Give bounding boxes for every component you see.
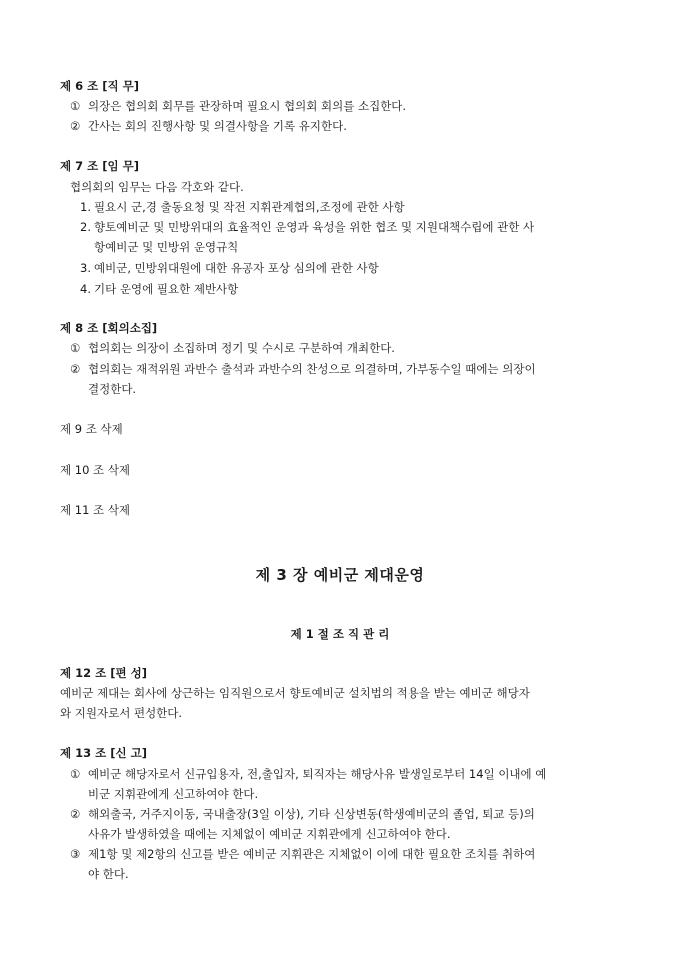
article-6-item-1: [70, 98, 406, 114]
article-13-item-1-text: 예비군 해당자로서 신규입용자, 전,출입자, 퇴직자는 해당사유 발생일로부터 14일 이내에 예: [88, 767, 547, 781]
circled-number-1: ①: [70, 341, 81, 355]
article-7-item-3: [80, 260, 379, 276]
circled-number-1: ①: [70, 99, 81, 113]
circled-number-3: ③: [70, 847, 81, 861]
chapter-title: 제 3 장 예비군 제대운영: [255, 566, 425, 584]
article-13-heading: 제 13 조 [신 고]: [60, 746, 147, 760]
article-13-item-1-continuation: 비군 지휘관에게 신고하여야 한다.: [88, 787, 259, 801]
article-6-item-1-text: 의장은 협의회 회무를 관장하며 필요시 협의회 회의를 소집한다.: [88, 99, 407, 113]
article-7-intro: 협의회의 임무는 다음 각호와 같다.: [70, 180, 244, 194]
article-12-heading: 제 12 조 [편 성]: [60, 666, 147, 680]
article-12-line-2: 와 지원자로서 편성한다.: [60, 706, 183, 720]
article-8-item-1-text: 협의회는 의장이 소집하며 정기 및 수시로 구분하여 개최한다.: [88, 341, 395, 355]
article-8-item-1: [70, 340, 395, 356]
article-7-item-4: [80, 281, 238, 297]
circled-number-1: ①: [70, 767, 81, 781]
item-number: 1.: [80, 200, 91, 214]
article-7-item-4-text: 기타 운영에 필요한 제반사항: [94, 282, 239, 296]
item-number: 3.: [80, 261, 91, 275]
article-12-line-1: 예비군 제대는 회사에 상근하는 임직원으로서 향토예비군 설치법의 적용을 받는 예비군 해당자: [60, 686, 530, 700]
article-9-deleted: 제 9 조 삭제: [60, 422, 123, 436]
article-7-item-2-text: 향토예비군 및 민방위대의 효율적인 운영과 육성을 위한 협조 및 지원대책수립에 관한 사: [94, 220, 535, 234]
article-13-item-2: [70, 806, 535, 822]
article-8-item-2: [70, 361, 536, 377]
article-8-heading: 제 8 조 [회의소집]: [60, 321, 158, 335]
article-7-item-1: [80, 199, 405, 215]
article-6-item-2: [70, 118, 347, 134]
article-11-deleted: 제 11 조 삭제: [60, 503, 131, 517]
article-7-item-2-continuation: 항예비군 및 민방위 운영규칙: [94, 240, 239, 254]
circled-number-2: ②: [70, 119, 81, 133]
article-10-deleted: 제 10 조 삭제: [60, 463, 131, 477]
article-8-item-2-text: 협의회는 재적위원 과반수 출석과 과반수의 찬성으로 의결하며, 가부동수일 때에는 의장이: [88, 362, 536, 376]
circled-number-2: ②: [70, 807, 81, 821]
article-7-item-1-text: 필요시 군,경 출동요청 및 작전 지휘관계협의,조정에 관한 사항: [94, 200, 405, 214]
section-title: 제 1 절 조 직 관 리: [290, 627, 390, 641]
article-8-item-2-continuation: 결정한다.: [88, 382, 137, 396]
article-7-item-2: [80, 219, 534, 235]
item-number: 2.: [80, 220, 91, 234]
article-13-item-1: [70, 766, 546, 782]
article-6-item-2-text: 간사는 회의 진행사항 및 의결사항을 기록 유지한다.: [88, 119, 347, 133]
article-13-item-2-continuation: 사유가 발생하였을 때에는 지체없이 예비군 지휘관에게 신고하여야 한다.: [88, 827, 451, 841]
article-6-heading: 제 6 조 [직 무]: [60, 79, 139, 93]
item-number: 4.: [80, 282, 91, 296]
article-7-item-3-text: 예비군, 민방위대원에 대한 유공자 포상 심의에 관한 사항: [94, 261, 379, 275]
article-7-heading: 제 7 조 [임 무]: [60, 159, 139, 173]
article-13-item-2-text: 해외출국, 거주지이동, 국내출장(3일 이상), 기타 신상변동(학생예비군의 졸업, 퇴교 등)의: [88, 807, 535, 821]
circled-number-2: ②: [70, 362, 81, 376]
article-13-item-3-continuation: 야 한다.: [88, 867, 129, 881]
article-13-item-3: [70, 846, 535, 862]
article-13-item-3-text: 제1항 및 제2항의 신고를 받은 예비군 지휘관은 지체없이 이에 대한 필요한 조치를 취하여: [88, 847, 536, 861]
